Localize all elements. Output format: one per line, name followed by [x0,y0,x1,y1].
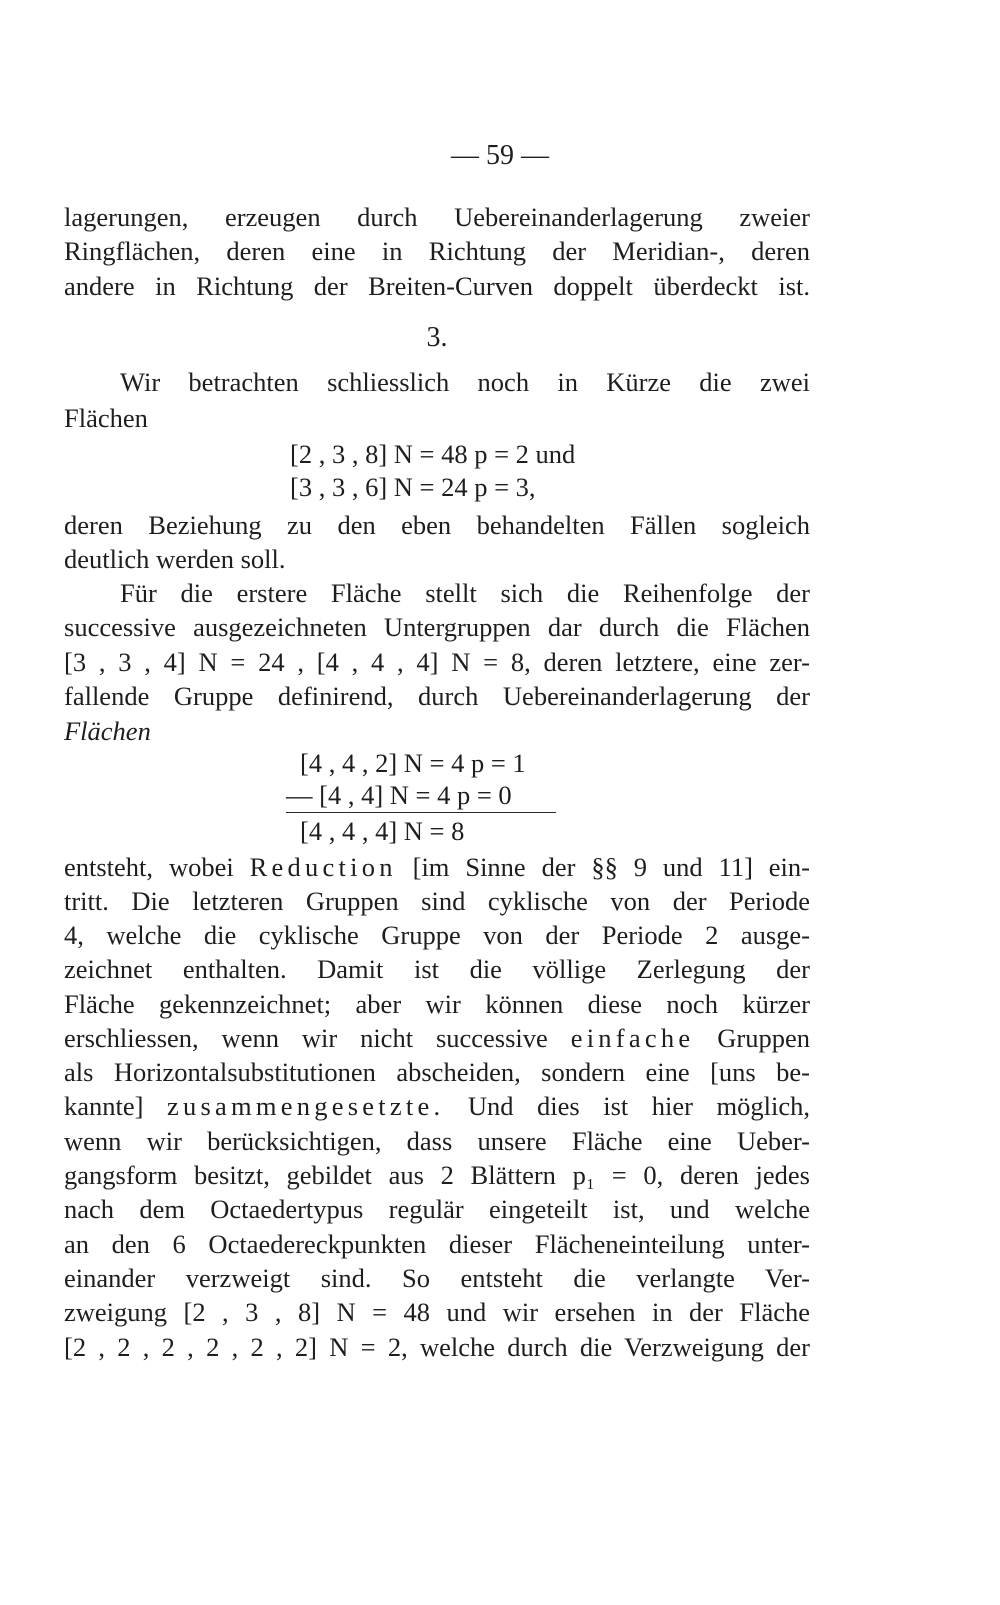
text-line: successive ausgezeichneten Untergruppen dar durch die Flächen [64,612,810,642]
formula-surface: [3 , 3 , 6] N = 24 p = 3, [290,472,536,502]
text-line: [2 , 2 , 2 , 2 , 2 , 2] N = 2, welche durch die Verzweigung der [64,1332,810,1362]
text-line: 4, welche die cyklische Gruppe von der Periode 2 ausge- [64,920,810,950]
text-line: als Horizontalsubstitutionen abscheiden, sondern eine [uns be- [64,1057,810,1087]
text-line: Für die erstere Fläche stellt sich die Reihenfolge der [120,578,810,608]
text-line [64,1089,810,1123]
text-line: Flächen [64,716,151,746]
text-line: andere in Richtung der Breiten-Curven doppelt überdeckt ist. [64,271,810,301]
text-line: [3 , 3 , 4] N = 24 , [4 , 4 , 4] N = 8, deren letztere, eine zer- [64,647,810,677]
text-line: Ringflächen, deren eine in Richtung der Meridian-, deren [64,236,810,266]
formula-surface: [2 , 3 , 8] N = 48 p = 2 und [290,439,576,469]
text-span: Und dies ist hier möglich, [444,1091,810,1121]
text-line: Flächen [64,403,148,433]
text-line: nach dem Octaedertypus regulär eingeteilt ist, und welche [64,1194,810,1224]
text-line: deren Beziehung zu den eben behandelten Fällen sogleich [64,510,810,540]
text-span: kannte] [64,1091,167,1121]
text-span: erschliessen, wenn wir nicht successive [64,1023,571,1053]
text-line: tritt. Die letzteren Gruppen sind cyklische von der Periode [64,886,810,916]
text-line [64,1021,810,1055]
text-line: Fläche gekennzeichnet; aber wir können diese noch kürzer [64,989,810,1019]
text-line: an den 6 Octaedereckpunkten dieser Flächeneinteilung unter- [64,1229,810,1259]
text-span: entsteht, wobei [64,852,250,882]
spaced-term-zusammengesetzte: zusammengesetzte. [166,1091,445,1121]
text-line: zweigung [2 , 3 , 8] N = 48 und wir ersehen in der Fläche [64,1297,810,1327]
spaced-term-reduction: Reduction [249,852,397,882]
text-line: wenn wir berücksichtigen, dass unsere Fläche eine Ueber- [64,1126,810,1156]
spaced-term-einfache: einfache [570,1023,695,1053]
text-line: gangsform besitzt, gebildet aus 2 Blättern p₁ = 0, deren jedes [64,1160,810,1190]
sum-rule [286,812,556,813]
page-number: — 59 — [451,140,549,171]
text-line: Wir betrachten schliesslich noch in Kürze die zwei [120,367,810,397]
formula-superposition-2: — [4 , 4] N = 4 p = 0 [286,780,512,810]
text-line: lagerungen, erzeugen durch Uebereinanderlagerung zweier [64,202,810,232]
formula-superposition-3: [4 , 4 , 4] N = 8 [300,816,465,846]
text-line [64,850,810,884]
section-number: 3. [426,322,448,353]
text-line: fallende Gruppe definirend, durch Uebereinanderlagerung der [64,681,810,711]
formula-superposition-1: [4 , 4 , 2] N = 4 p = 1 [300,748,526,778]
text-line: zeichnet enthalten. Damit ist die völlige Zerlegung der [64,954,810,984]
text-span: Gruppen [694,1023,810,1053]
text-line: einander verzweigt sind. So entsteht die verlangte Ver- [64,1263,810,1293]
text-span: [im Sinne der §§ 9 und 11] ein- [396,852,810,882]
text-line: deutlich werden soll. [64,544,286,574]
